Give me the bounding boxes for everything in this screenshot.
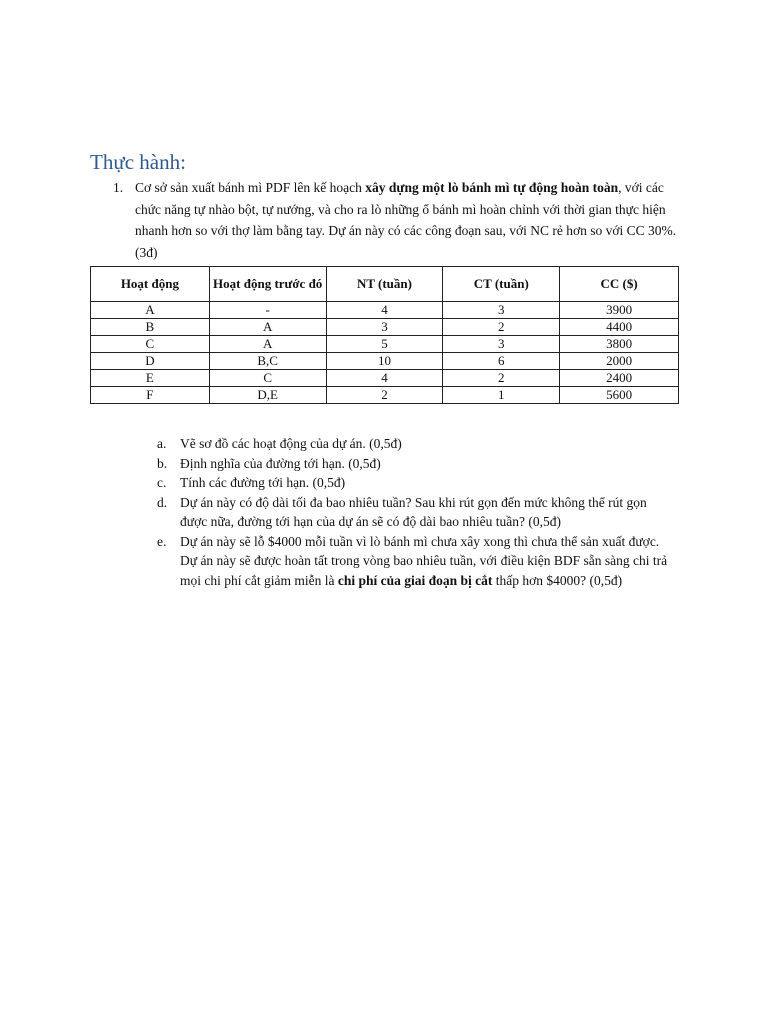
cell-activity: A — [91, 302, 210, 319]
subquestion-marker: b. — [157, 455, 168, 471]
cell-predecessor: B,C — [209, 353, 326, 370]
question-emphasis: xây dựng một lò bánh mì tự động hoàn toàn — [365, 180, 619, 195]
subquestion-emphasis: chi phí của giai đoạn bị cắt — [337, 572, 493, 588]
subquestion-d — [157, 493, 677, 532]
subquestion-text — [180, 534, 667, 588]
subquestion-b — [157, 454, 677, 474]
cell-predecessor: - — [209, 302, 326, 319]
question-intro: Cơ sở sản xuất bánh mì PDF lên kế hoạch — [135, 180, 366, 195]
header-crash-cost: CC ($) — [560, 267, 679, 302]
cell-activity: B — [91, 319, 210, 336]
subquestion-marker: d. — [157, 494, 168, 510]
cell-crash-time: 3 — [443, 336, 560, 353]
subquestion-text: Vẽ sơ đồ các hoạt động của dự án. (0,5đ) — [180, 436, 402, 451]
subquestion-marker: a. — [157, 436, 167, 451]
cell-crash-cost: 3900 — [560, 302, 679, 319]
section-heading: Thực hành: — [90, 150, 186, 174]
cell-crash-cost: 5600 — [560, 387, 679, 404]
header-normal-time: NT (tuần) — [326, 267, 443, 302]
cell-normal-time: 4 — [326, 370, 443, 387]
question-rest: , với các chức năng tự nhào bột, tự nướng, và cho ra lò những ổ bánh mì hoàn chỉnh với thời gian thực hiện nhanh hơn so với thợ làm bằng tay. Dự án này có các công đoạn sau, với NC rẻ hơn so với CC 30%. (3đ) — [135, 180, 677, 260]
subquestion-marker: c. — [157, 475, 167, 490]
subquestion-marker: e. — [157, 533, 167, 549]
activity-table — [90, 266, 679, 404]
table-row — [91, 319, 679, 336]
table-row — [91, 370, 679, 387]
cell-activity: D — [91, 353, 210, 370]
cell-activity: F — [91, 387, 210, 404]
table-row — [91, 336, 679, 353]
subquestion-text-part: Dự án này sẽ lỗ $4000 mỗi tuần vì lò bánh mì chưa xây xong thì chưa thể sản xuất được. Dự án này sẽ được hoàn tất trong vòng bao nhiêu tuần, với điều kiện BDF sẵn sàng chi trả mọi chi phí cắt giảm miễn là — [180, 533, 668, 588]
cell-crash-time: 3 — [443, 302, 560, 319]
subquestion-c — [157, 473, 677, 493]
cell-activity: E — [91, 370, 210, 387]
cell-predecessor: A — [209, 336, 326, 353]
subquestion-text: Tính các đường tới hạn. (0,5đ) — [180, 475, 346, 490]
cell-crash-time: 6 — [443, 353, 560, 370]
subquestion-text: Dự án này có độ dài tối đa bao nhiêu tuần? Sau khi rút gọn đến mức không thể rút gọn được nữa, đường tới hạn của dự án sẽ có độ dài bao nhiêu tuần? (0,5đ) — [180, 494, 647, 529]
cell-normal-time: 5 — [326, 336, 443, 353]
cell-normal-time: 10 — [326, 353, 443, 370]
cell-normal-time: 2 — [326, 387, 443, 404]
subquestion-e — [157, 532, 677, 591]
subquestion-text-rest: thấp hơn $4000? (0,5đ) — [492, 572, 623, 588]
subquestion-text: Định nghĩa của đường tới hạn. (0,5đ) — [180, 455, 381, 471]
table-row — [91, 387, 679, 404]
cell-normal-time: 3 — [326, 319, 443, 336]
question-text — [135, 177, 693, 263]
table-row — [91, 302, 679, 319]
table-header-row — [91, 267, 679, 302]
cell-crash-cost: 3800 — [560, 336, 679, 353]
cell-crash-cost: 4400 — [560, 319, 679, 336]
cell-activity: C — [91, 336, 210, 353]
cell-predecessor: C — [209, 370, 326, 387]
header-activity: Hoạt động — [91, 267, 210, 302]
cell-normal-time: 4 — [326, 302, 443, 319]
cell-predecessor: A — [209, 319, 326, 336]
cell-predecessor: D,E — [209, 387, 326, 404]
header-predecessor: Hoạt động trước đó — [209, 267, 326, 302]
cell-crash-time: 2 — [443, 319, 560, 336]
cell-crash-time: 1 — [443, 387, 560, 404]
header-crash-time: CT (tuần) — [443, 267, 560, 302]
cell-crash-cost: 2000 — [560, 353, 679, 370]
cell-crash-time: 2 — [443, 370, 560, 387]
question-1 — [113, 177, 693, 263]
subquestion-a — [157, 434, 677, 454]
subquestion-list — [157, 434, 677, 590]
table-row — [91, 353, 679, 370]
question-number: 1. — [113, 180, 124, 195]
cell-crash-cost: 2400 — [560, 370, 679, 387]
